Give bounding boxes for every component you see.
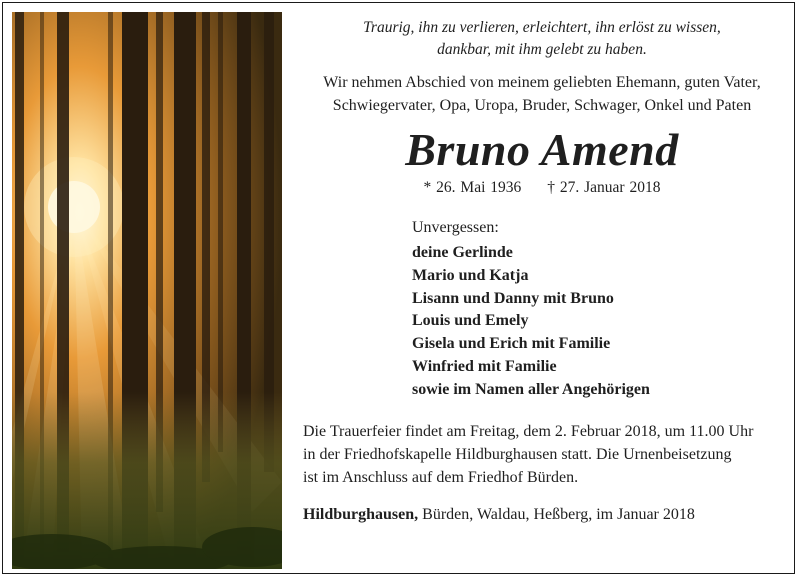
intro-line: Schwiegervater, Opa, Uropa, Bruder, Schwager, Onkel und Paten xyxy=(332,97,752,114)
mourner-item: Winfried mit Familie xyxy=(412,357,557,375)
mourners-heading: Unvergessen: xyxy=(412,219,499,236)
mourner-item: deine Gerlinde xyxy=(412,244,513,261)
forest-illustration xyxy=(12,12,282,569)
life-dates xyxy=(299,177,785,199)
birth-date: * 26. Mai 1936 xyxy=(423,179,522,196)
obituary-text xyxy=(299,17,785,526)
mourners-block xyxy=(412,217,785,402)
mourner-item: Louis und Emely xyxy=(412,312,529,330)
forest-sunlight-photo xyxy=(12,12,282,569)
closing-rest: Bürden, Waldau, Heßberg, im Januar 2018 xyxy=(418,505,695,523)
farewell-intro xyxy=(299,71,785,117)
motto-line: dankbar, mit ihm gelebt zu haben. xyxy=(437,41,647,58)
mourners-list xyxy=(412,242,785,402)
service-line: ist im Anschluss auf dem Friedhof Bürden. xyxy=(303,468,579,486)
mourner-item: Gisela und Erich mit Familie xyxy=(412,335,611,353)
mourner-item: Mario und Katja xyxy=(412,266,529,284)
motto xyxy=(299,17,785,61)
closing-line xyxy=(299,503,785,526)
mourner-item: Lisann und Danny mit Bruno xyxy=(412,289,614,307)
intro-line: Wir nehmen Abschied von meinem geliebten Ehemann, guten Vater, xyxy=(323,74,761,91)
closing-place: Hildburghausen, xyxy=(303,505,419,523)
obituary-frame xyxy=(2,2,795,574)
service-line: in der Friedhofskapelle Hildburghausen statt. Die Urnenbeisetzung xyxy=(303,445,732,463)
deceased-name: Bruno Amend xyxy=(405,124,679,175)
motto-line: Traurig, ihn zu verlieren, erleichtert, ihn erlöst zu wissen, xyxy=(363,19,721,36)
funeral-service-info xyxy=(299,420,785,489)
service-line: Die Trauerfeier findet am Freitag, dem 2. Februar 2018, um 11.00 Uhr xyxy=(303,422,754,440)
mourner-item: sowie im Namen aller Angehörigen xyxy=(412,380,650,398)
death-date: † 27. Januar 2018 xyxy=(547,179,661,196)
